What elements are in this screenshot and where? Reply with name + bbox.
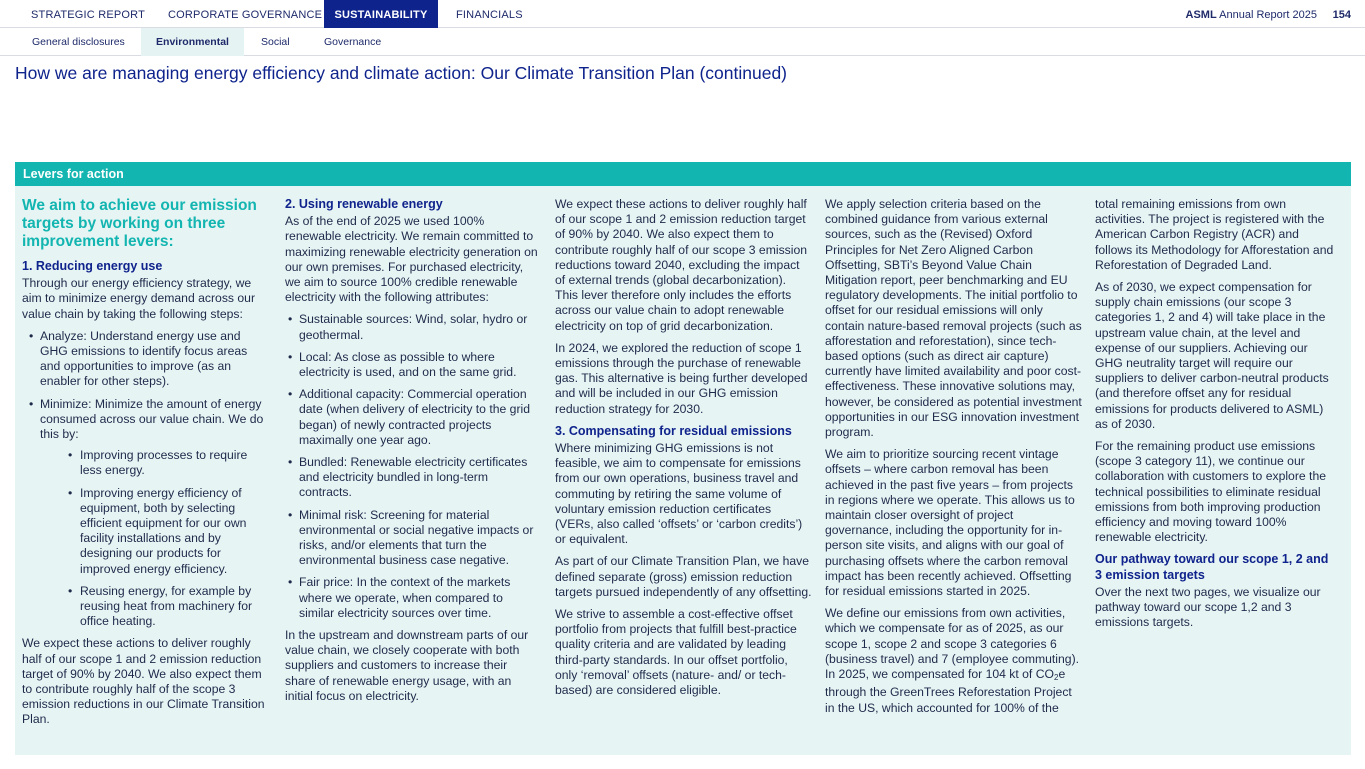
tab-corporate-governance[interactable]: CORPORATE GOVERNANCE: [168, 9, 323, 21]
subtab-environmental[interactable]: Environmental: [141, 28, 244, 56]
lever-3-heading: 3. Compensating for residual emissions: [555, 423, 792, 438]
list-item: • Additional capacity: Commercial operation date (when delivery of electricity to the grid began) of newly contracted projects maximally one year ago.: [285, 387, 541, 448]
paragraph: Where minimizing GHG emissions is not feasible, we aim to compensate for emissions from our own operations, business travel and commuting by retiring the same volume of voluntary emission reduction certificates (VERs, also called ‘offsets’ or ‘carbon credits’) or equivalent.: [555, 441, 803, 547]
paragraph: In 2024, we explored the reduction of scope 1 emissions through the purchase of renewable gas. This alternative is being further developed and will be included in our GHG emission reduction strategy for 2030.: [555, 340, 808, 416]
list-item: • Fair price: In the context of the markets where we operate, when compared to similar electricity sources over time.: [285, 575, 541, 621]
paragraph: [825, 606, 1082, 715]
sub-navigation: [0, 28, 1365, 56]
column-2: [285, 197, 541, 711]
tab-financials[interactable]: FINANCIALS: [456, 9, 523, 21]
paragraph: We aim to prioritize sourcing recent vintage offsets – where carbon removal has been achieved in the past five years – from projects in regions where we operate. This allows us to maintain closer oversight of project governance, including the opportunity for in-person site visits, and aligns with our goal of purchasing offsets where the carbon removal impact has been recently achieved. Offsetting for residual emissions started in 2025.: [825, 447, 1075, 599]
paragraph: We apply selection criteria based on the combined guidance from various external sources, such as the (Revised) Oxford Principles for Net Zero Aligned Carbon Offsetting, SBTi’s Beyond Value Chain Mitigation report, peer benchmarking and EU regulatory developments. The initial portfolio to offset for our residual emissions will only contain nature-based removal projects (such as afforestation and reforestation), since tech-based options (such as direct air capture) currently have limited availability and poor cost-effectiveness. These innovative solutions may, however, be considered as potential investment opportunities in our ESG innovation investment program.: [825, 197, 1082, 440]
subtab-social[interactable]: Social: [261, 36, 290, 48]
report-brand: ASML: [1185, 9, 1217, 21]
paragraph: We strive to assemble a cost-effective offset portfolio from projects that fulfill best-practice quality criteria and are validated by leading third-party standards. In our offset portfolio, only ‘removal’ offsets (nature- and/ or tech-based) are considered eligible.: [555, 607, 797, 698]
list-item: • Minimal risk: Screening for material environmental or social negative impacts or risks, and/or elements that turn the environmental business case negative.: [285, 508, 541, 569]
lever-2-heading: 2. Using renewable energy: [285, 197, 443, 211]
paragraph: As part of our Climate Transition Plan, we have defined separate (gross) emission reduction targets pursued independently of any offsetting.: [555, 554, 812, 599]
column-3: [555, 197, 812, 705]
paragraph: As of the end of 2025 we used 100% renewable electricity. We remain committed to maximizing renewable electricity generation on our own premises. For purchased electricity, we aim to source 100% credible renewable electricity with the following attributes:: [285, 214, 538, 305]
paragraph: We expect these actions to deliver roughly half of our scope 1 and 2 emission reduction target of 90% by 2040. We also expect them to contribute roughly half of the scope 3 emission reductions in our Climate Transition Plan.: [22, 636, 265, 727]
sub-bullet-list: [62, 448, 266, 629]
list-item: • Bundled: Renewable electricity certificates and electricity bundled in long-term contracts.: [285, 455, 541, 501]
text-run: We define our emissions from own activities, which we compensate for as of 2025, as our scope 1, scope 2 and scope 3 categories 6 (business travel) and 7 (employee commuting). In 2025, we compensated for 104 kt of CO: [825, 606, 1080, 682]
top-navigation: [0, 0, 1365, 28]
tab-sustainability[interactable]: SUSTAINABILITY: [324, 0, 438, 28]
page-title: How we are managing energy efficiency and climate action: Our Climate Transition Plan (continued): [15, 63, 788, 83]
list-item: • Reusing energy, for example by reusing heat from machinery for office heating.: [62, 584, 266, 630]
column-1: [22, 197, 266, 735]
levers-heading: We aim to achieve our emission targets by working on three improvement levers:: [22, 197, 257, 250]
bullet-list: [285, 312, 541, 621]
paragraph: In the upstream and downstream parts of our value chain, we closely cooperate with both suppliers and customers to increase their share of renewable energy usage, with an initial focus on electricity.: [285, 628, 529, 703]
pathway-heading: Our pathway toward our scope 1, 2 and 3 emission targets: [1095, 552, 1329, 582]
column-4: [825, 197, 1082, 723]
bullet-list: [26, 329, 266, 630]
paragraph: For the remaining product use emissions (scope 3 category 11), we continue our collaboration with customers to explore the technical possibilities to eliminate residual emissions from both improving production efficiency and moving toward 100% renewable electricity.: [1095, 439, 1327, 545]
report-name: Annual Report 2025: [1219, 9, 1317, 21]
list-item: • Improving energy efficiency of equipment, both by selecting efficient equipment for our own facility installations and by designing our products for improved energy efficiency.: [62, 486, 266, 577]
levers-panel: [15, 162, 1351, 755]
paragraph: Through our energy efficiency strategy, we aim to minimize energy demand across our value chain by taking the following steps:: [22, 276, 256, 321]
report-label: [1186, 0, 1317, 31]
lever-1-heading: 1. Reducing energy use: [22, 259, 163, 273]
list-item-text: Minimize: Minimize the amount of energy consumed across our value chain. We do this by:: [40, 396, 264, 442]
list-item: • Improving processes to require less energy.: [62, 448, 266, 478]
paragraph: Over the next two pages, we visualize our pathway toward our scope 1,2 and 3 emissions targets.: [1095, 584, 1321, 630]
list-item: • Sustainable sources: Wind, solar, hydro or geothermal.: [285, 312, 541, 342]
list-item: [26, 397, 266, 630]
list-item: • Local: As close as possible to where electricity is used, and on the same grid.: [285, 350, 541, 380]
list-item: • Analyze: Understand energy use and GHG emissions to identify focus areas and opportunities to improve (as an enabler for other steps).: [26, 329, 266, 390]
paragraph: total remaining emissions from own activities. The project is registered with the American Carbon Registry (ACR) and follows its Methodology for Afforestation and Reforestation of Degraded Land.: [1095, 197, 1334, 272]
paragraph: We expect these actions to deliver roughly half of our scope 1 and 2 emission reduction target of 90% by 2040. We also expect them to contribute roughly half of our scope 3 emission reductions toward 2040, excluding the impact of external trends (global decarbonization). This lever therefore only includes the efforts across our value chain to adopt renewable electricity on top of grid decarbonization.: [555, 197, 808, 333]
column-5: [1095, 197, 1335, 637]
subscript-2: 2: [1054, 673, 1059, 683]
panel-header: Levers for action: [15, 162, 1351, 186]
subtab-governance[interactable]: Governance: [324, 36, 382, 48]
tab-strategic-report[interactable]: STRATEGIC REPORT: [31, 9, 146, 21]
text-run: e through the GreenTrees Reforestation Project in the US, which accounted for 100% of the: [825, 667, 1072, 715]
subtab-general-disclosures[interactable]: General disclosures: [32, 36, 125, 48]
page-number: 154: [1332, 9, 1351, 21]
paragraph: As of 2030, we expect compensation for supply chain emissions (our scope 3 categories 1, 2 and 4) will take place in the upstream value chain, at the level and expense of our suppliers. Achieving our GHG neutrality target will require our suppliers to deliver carbon-neutral products (and therefore offset any for residual emissions for products delivered to ASML) as of 2030.: [1095, 280, 1329, 431]
